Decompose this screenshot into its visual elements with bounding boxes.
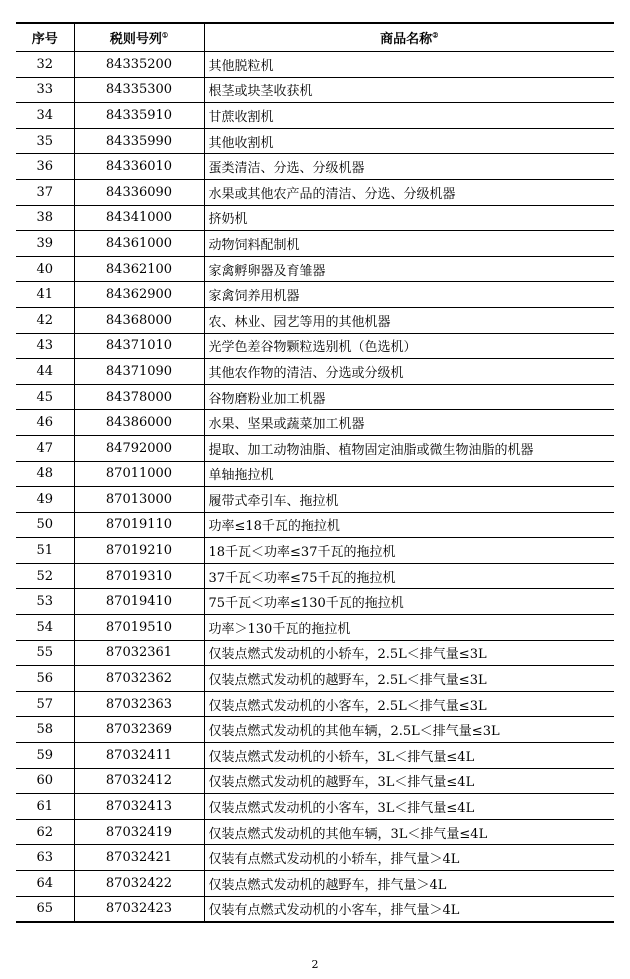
row-seq: 45	[16, 384, 74, 410]
table-row	[16, 896, 614, 922]
table-row	[16, 282, 614, 308]
row-seq: 55	[16, 640, 74, 666]
row-product-name: 水果、坚果或蔬菜加工机器	[204, 410, 614, 436]
row-tariff-code: 84341000	[74, 205, 204, 231]
row-tariff-code: 84371010	[74, 333, 204, 359]
table-row	[16, 128, 614, 154]
table-row	[16, 307, 614, 333]
row-seq: 37	[16, 179, 74, 205]
row-seq: 33	[16, 77, 74, 103]
row-seq: 59	[16, 743, 74, 769]
table-row	[16, 231, 614, 257]
row-product-name: 甘蔗收割机	[204, 103, 614, 129]
page-number: 2	[311, 958, 319, 971]
row-product-name: 提取、加工动物油脂、植物固定油脂或微生物油脂的机器	[204, 435, 614, 461]
header-code-label: 税则号列	[109, 32, 162, 47]
row-product-name: 仅装点燃式发动机的小轿车，3L＜排气量≤4L	[204, 743, 614, 769]
row-product-name: 谷物磨粉业加工机器	[204, 384, 614, 410]
row-seq: 42	[16, 307, 74, 333]
row-product-name: 蛋类清洁、分选、分级机器	[204, 154, 614, 180]
row-seq: 41	[16, 282, 74, 308]
row-tariff-code: 87019310	[74, 563, 204, 589]
row-tariff-code: 84378000	[74, 384, 204, 410]
row-seq: 54	[16, 615, 74, 641]
row-product-name: 仅装点燃式发动机的越野车，2.5L＜排气量≤3L	[204, 666, 614, 692]
table-row	[16, 179, 614, 205]
row-seq: 50	[16, 512, 74, 538]
row-tariff-code: 84335910	[74, 103, 204, 129]
row-product-name: 37千瓦＜功率≤75千瓦的拖拉机	[204, 563, 614, 589]
table-header-row	[16, 23, 614, 52]
row-product-name: 根茎或块茎收获机	[204, 77, 614, 103]
row-seq: 35	[16, 128, 74, 154]
table-row	[16, 256, 614, 282]
row-seq: 51	[16, 538, 74, 564]
table-row	[16, 384, 614, 410]
row-product-name: 仅装点燃式发动机的越野车，3L＜排气量≤4L	[204, 768, 614, 794]
table-row	[16, 333, 614, 359]
row-product-name: 挤奶机	[204, 205, 614, 231]
header-seq-label: 序号	[31, 32, 58, 47]
table-row	[16, 563, 614, 589]
table-row	[16, 487, 614, 513]
row-seq: 63	[16, 845, 74, 871]
header-name-footnote-mark: ②	[432, 30, 439, 40]
table-row	[16, 359, 614, 385]
row-product-name: 仅装点燃式发动机的小轿车，2.5L＜排气量≤3L	[204, 640, 614, 666]
row-product-name: 农、林业、园艺等用的其他机器	[204, 307, 614, 333]
header-code-footnote-mark: ①	[161, 30, 169, 40]
table-row	[16, 205, 614, 231]
row-tariff-code: 84368000	[74, 307, 204, 333]
row-tariff-code: 87032369	[74, 717, 204, 743]
row-seq: 61	[16, 794, 74, 820]
row-tariff-code: 87013000	[74, 487, 204, 513]
row-product-name: 其他收割机	[204, 128, 614, 154]
table-row	[16, 640, 614, 666]
row-tariff-code: 84792000	[74, 435, 204, 461]
row-tariff-code: 87019110	[74, 512, 204, 538]
row-seq: 53	[16, 589, 74, 615]
row-tariff-code: 87032411	[74, 743, 204, 769]
row-product-name: 18千瓦＜功率≤37千瓦的拖拉机	[204, 538, 614, 564]
row-tariff-code: 87032423	[74, 896, 204, 922]
tariff-table	[16, 22, 614, 923]
table-row	[16, 819, 614, 845]
row-seq: 56	[16, 666, 74, 692]
row-seq: 49	[16, 487, 74, 513]
table-row	[16, 103, 614, 129]
row-product-name: 仅装有点燃式发动机的小轿车，排气量＞4L	[204, 845, 614, 871]
table-row	[16, 871, 614, 897]
row-product-name: 功率＞130千瓦的拖拉机	[204, 615, 614, 641]
row-seq: 43	[16, 333, 74, 359]
row-seq: 47	[16, 435, 74, 461]
row-product-name: 光学色差谷物颗粒选别机（色选机）	[204, 333, 614, 359]
table-row	[16, 845, 614, 871]
row-product-name: 功率≤18千瓦的拖拉机	[204, 512, 614, 538]
row-product-name: 履带式牵引车、拖拉机	[204, 487, 614, 513]
table-row	[16, 77, 614, 103]
row-tariff-code: 87019210	[74, 538, 204, 564]
table-row	[16, 435, 614, 461]
row-tariff-code: 87032422	[74, 871, 204, 897]
table-row	[16, 666, 614, 692]
row-tariff-code: 84336010	[74, 154, 204, 180]
row-seq: 48	[16, 461, 74, 487]
row-seq: 32	[16, 52, 74, 78]
table-row	[16, 512, 614, 538]
row-product-name: 单轴拖拉机	[204, 461, 614, 487]
row-seq: 34	[16, 103, 74, 129]
table-row	[16, 615, 614, 641]
row-seq: 62	[16, 819, 74, 845]
table-row	[16, 154, 614, 180]
header-name-label: 商品名称	[380, 32, 433, 47]
row-seq: 44	[16, 359, 74, 385]
row-product-name: 仅装点燃式发动机的越野车，排气量＞4L	[204, 871, 614, 897]
row-tariff-code: 87019410	[74, 589, 204, 615]
header-name	[204, 23, 614, 52]
row-product-name: 仅装有点燃式发动机的小客车，排气量＞4L	[204, 896, 614, 922]
row-tariff-code: 87019510	[74, 615, 204, 641]
table-row	[16, 768, 614, 794]
row-tariff-code: 87032363	[74, 691, 204, 717]
row-tariff-code: 84361000	[74, 231, 204, 257]
row-tariff-code: 87032361	[74, 640, 204, 666]
table-row	[16, 589, 614, 615]
row-seq: 40	[16, 256, 74, 282]
header-code	[74, 23, 204, 52]
row-seq: 65	[16, 896, 74, 922]
row-tariff-code: 84371090	[74, 359, 204, 385]
row-tariff-code: 87032362	[74, 666, 204, 692]
row-seq: 38	[16, 205, 74, 231]
row-tariff-code: 87011000	[74, 461, 204, 487]
row-product-name: 仅装点燃式发动机的小客车，2.5L＜排气量≤3L	[204, 691, 614, 717]
header-seq	[16, 23, 74, 52]
row-tariff-code: 84335990	[74, 128, 204, 154]
row-product-name: 家禽孵卵器及育雏器	[204, 256, 614, 282]
table-row	[16, 461, 614, 487]
table-body	[16, 52, 614, 923]
row-tariff-code: 87032413	[74, 794, 204, 820]
row-tariff-code: 87032412	[74, 768, 204, 794]
row-tariff-code: 84362900	[74, 282, 204, 308]
table-row	[16, 410, 614, 436]
row-tariff-code: 87032421	[74, 845, 204, 871]
row-product-name: 其他农作物的清洁、分选或分级机	[204, 359, 614, 385]
row-tariff-code: 87032419	[74, 819, 204, 845]
row-seq: 36	[16, 154, 74, 180]
row-tariff-code: 84335200	[74, 52, 204, 78]
table-row	[16, 743, 614, 769]
row-product-name: 家禽饲养用机器	[204, 282, 614, 308]
table-row	[16, 538, 614, 564]
row-product-name: 其他脱粒机	[204, 52, 614, 78]
table-row	[16, 717, 614, 743]
row-seq: 64	[16, 871, 74, 897]
row-product-name: 仅装点燃式发动机的小客车，3L＜排气量≤4L	[204, 794, 614, 820]
row-tariff-code: 84336090	[74, 179, 204, 205]
row-seq: 60	[16, 768, 74, 794]
row-product-name: 动物饲料配制机	[204, 231, 614, 257]
row-seq: 39	[16, 231, 74, 257]
row-tariff-code: 84335300	[74, 77, 204, 103]
table-row	[16, 794, 614, 820]
row-product-name: 水果或其他农产品的清洁、分选、分级机器	[204, 179, 614, 205]
row-product-name: 仅装点燃式发动机的其他车辆，3L＜排气量≤4L	[204, 819, 614, 845]
row-seq: 58	[16, 717, 74, 743]
table-row	[16, 52, 614, 78]
row-seq: 57	[16, 691, 74, 717]
row-tariff-code: 84362100	[74, 256, 204, 282]
row-tariff-code: 84386000	[74, 410, 204, 436]
row-seq: 46	[16, 410, 74, 436]
row-product-name: 75千瓦＜功率≤130千瓦的拖拉机	[204, 589, 614, 615]
row-seq: 52	[16, 563, 74, 589]
row-product-name: 仅装点燃式发动机的其他车辆，2.5L＜排气量≤3L	[204, 717, 614, 743]
table-row	[16, 691, 614, 717]
